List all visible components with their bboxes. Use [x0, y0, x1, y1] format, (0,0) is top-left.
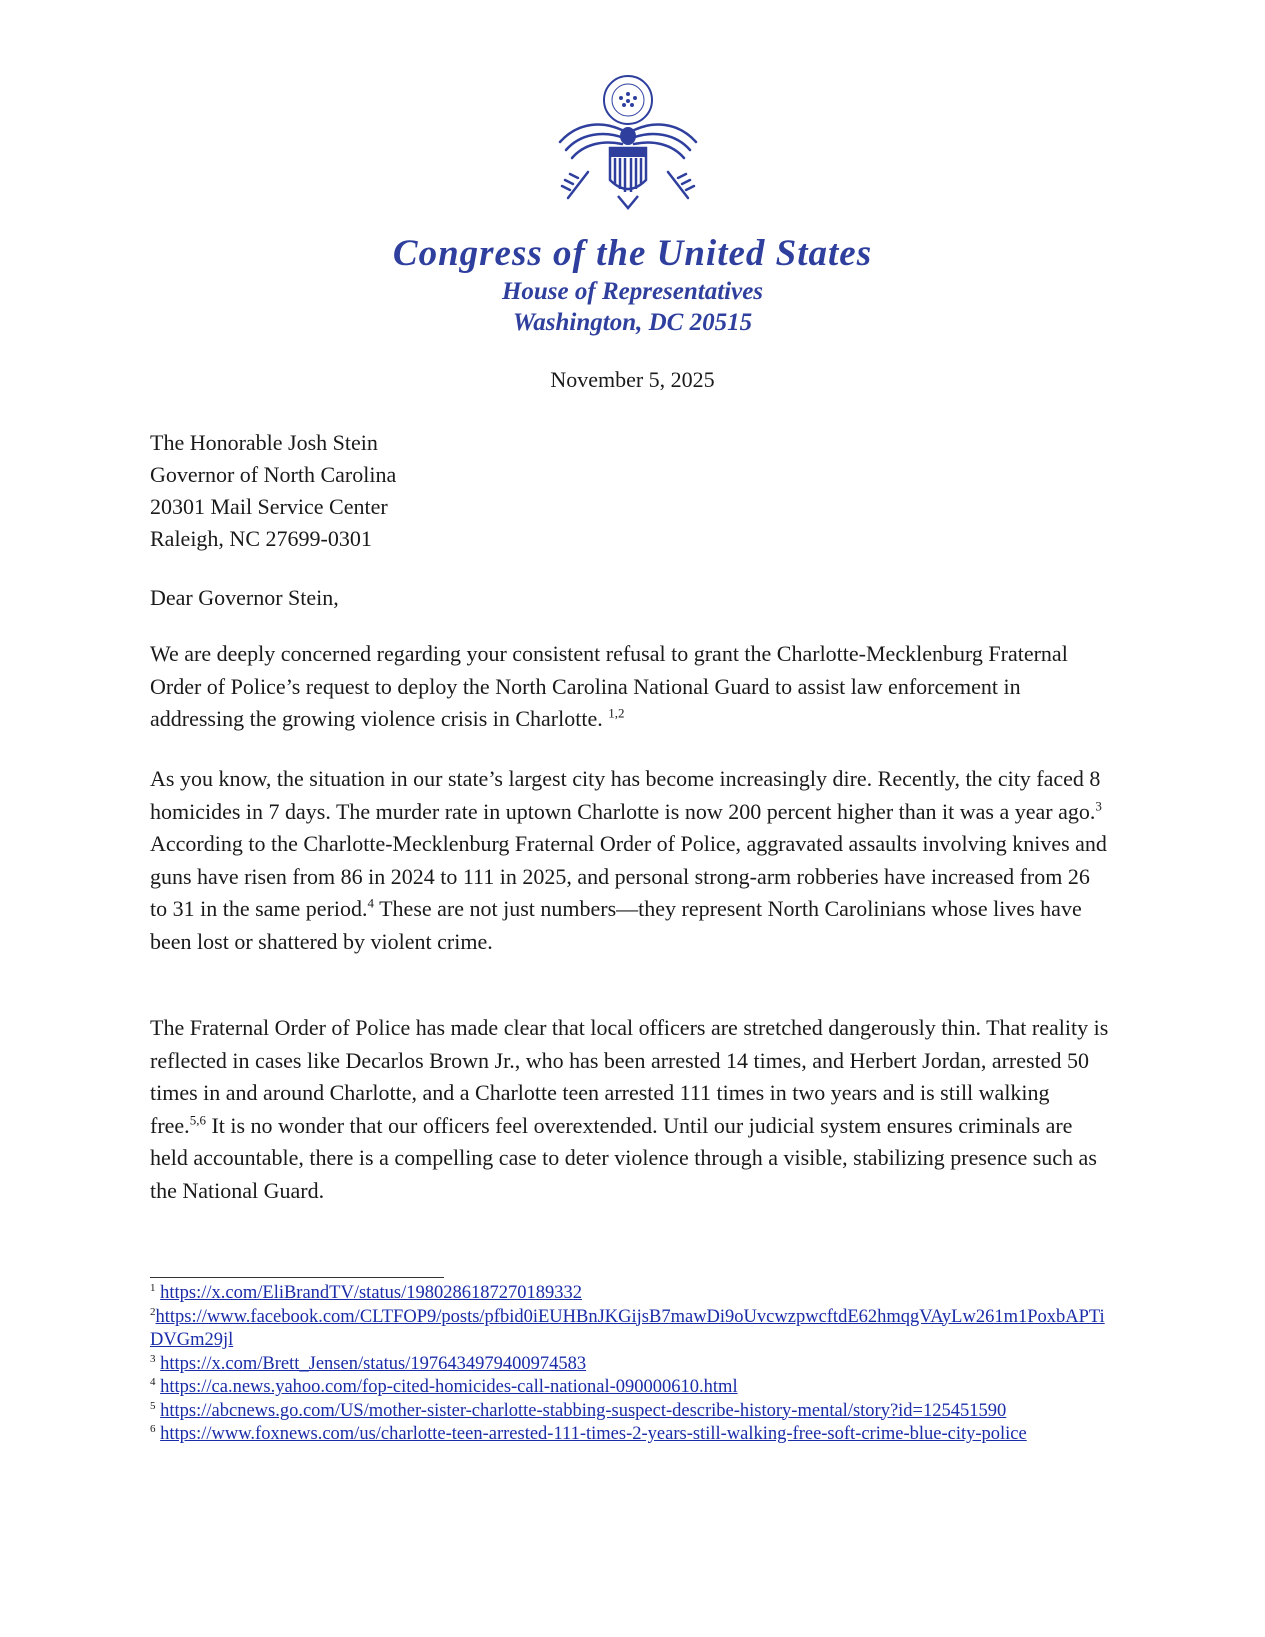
recipient-title: Governor of North Carolina	[150, 462, 397, 487]
footnote-number: 1	[150, 1281, 156, 1294]
footnote-divider	[150, 1277, 444, 1278]
paragraph-3	[150, 1012, 1110, 1207]
footnote-link[interactable]: https://x.com/Brett_Jensen/status/1976434979400974583	[160, 1353, 587, 1374]
recipient-name: The Honorable Josh Stein	[150, 430, 378, 455]
footnote-number: 2	[150, 1305, 156, 1318]
footnote-ref-3: 3	[1095, 798, 1102, 814]
footnote-link[interactable]: https://x.com/EliBrandTV/status/1980286187270189332	[160, 1283, 583, 1303]
footnote-link[interactable]: https://ca.news.yahoo.com/fop-cited-homicides-call-national-090000610.html	[160, 1377, 738, 1397]
footnotes	[150, 1282, 1110, 1447]
footnote-6	[150, 1423, 1110, 1447]
salutation: Dear Governor Stein,	[150, 585, 339, 610]
paragraph-2-text-c: These are not just numbers—they represent North Carolinians whose lives have been lost or shattered by violent crime.	[150, 896, 1082, 954]
paragraph-2	[150, 763, 1110, 958]
paragraph-1-text: We are deeply concerned regarding your consistent refusal to grant the Charlotte-Mecklenburg Fraternal Order of Police’s request to deploy the North Carolina National Guard to assist law enforcement in addressing the growing violence crisis in Charlotte.	[150, 641, 1068, 731]
footnote-1	[150, 1282, 1110, 1306]
footnote-link[interactable]: https://abcnews.go.com/US/mother-sister-charlotte-stabbing-suspect-describe-history-mental/story?id=125451590	[160, 1400, 1007, 1421]
footnote-number: 4	[150, 1375, 156, 1388]
letterhead-congress: Congress of the United States	[392, 233, 873, 274]
recipient-city: Raleigh, NC 27699-0301	[150, 526, 372, 551]
paragraph-1	[150, 638, 1110, 736]
footnote-ref-5-6: 5,6	[189, 1112, 206, 1128]
letter-date: November 5, 2025	[550, 367, 715, 392]
footnote-number: 5	[150, 1399, 156, 1412]
footnote-link[interactable]: https://www.foxnews.com/us/charlotte-teen-arrested-111-times-2-years-still-walking-free-soft-crime-blue-city-police	[160, 1424, 1027, 1444]
paragraph-3-text-a: The Fraternal Order of Police has made clear that local officers are stretched dangerously thin. That reality is reflected in cases like Decarlos Brown Jr., who has been arrested 14 times, and Herbert Jordan, arrested 50 times in and around Charlotte, and a Charlotte teen arrested 111 times in two years and is still walking free.	[150, 1015, 1109, 1138]
paragraph-2-text-b: According to the Charlotte-Mecklenburg Fraternal Order of Police, aggravated assaults involving knives and guns have risen from 86 in 2024 to 111 in 2025, and personal strong-arm robberies have increased from 26 to 31 in the same period.	[150, 831, 1107, 921]
footnote-number: 6	[150, 1422, 156, 1435]
paragraph-3-text-b: It is no wonder that our officers feel overextended. Until our judicial system ensures criminals are held accountable, there is a compelling case to deter violence through a visible, stabilizing presence such as the National Guard.	[150, 1112, 1097, 1203]
footnote-4	[150, 1376, 1110, 1400]
letterhead-address: Washington, DC 20515	[512, 309, 753, 336]
footnote-ref-4: 4	[367, 895, 375, 911]
footnote-2	[150, 1306, 1110, 1353]
letterhead-house: House of Representatives	[501, 278, 764, 305]
recipient-street: 20301 Mail Service Center	[150, 494, 388, 519]
footnote-number: 3	[150, 1352, 156, 1365]
great-seal-eagle-icon	[548, 72, 708, 212]
paragraph-2-text-a: As you know, the situation in our state’s largest city has become increasingly dire. Recently, the city faced 8 homicides in 7 days. The murder rate in uptown Charlotte is now 200 percent higher than it was a year ago.	[150, 766, 1101, 824]
recipient-address	[150, 427, 1110, 555]
footnote-5	[150, 1400, 1110, 1424]
footnote-3	[150, 1353, 1110, 1377]
footnote-ref-1-2: 1,2	[608, 705, 625, 721]
footnote-link[interactable]: https://www.facebook.com/CLTFOP9/posts/pfbid0iEUHBnJKGijsB7mawDi9oUvcwzpwcftdE62hmqgVAyLw261m1PoxbAPTiDVGm29jl	[150, 1306, 1105, 1350]
